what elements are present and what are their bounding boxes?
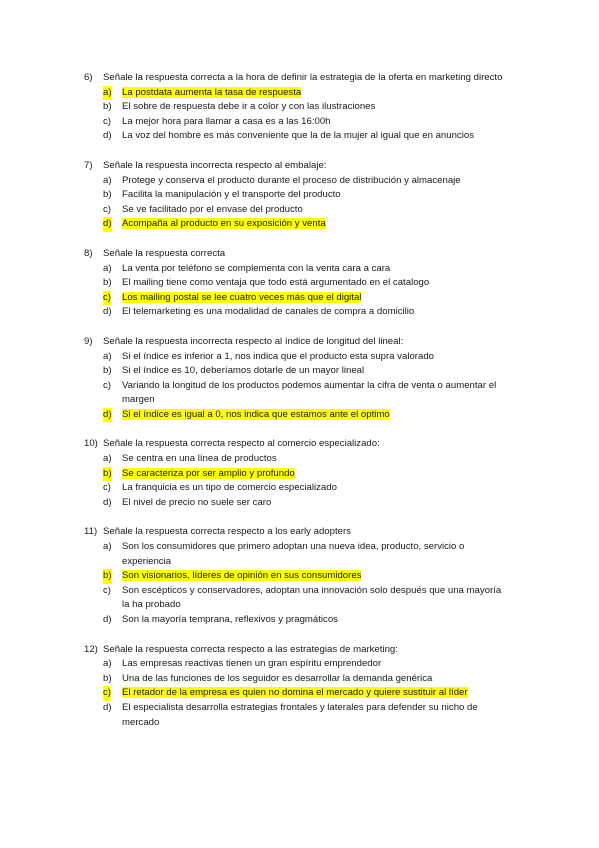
option-letter: c) (103, 482, 111, 494)
answer-option (0, 188, 599, 203)
answer-option (0, 305, 599, 320)
option-letter: b) (103, 672, 112, 684)
option-letter: a) (103, 541, 112, 553)
option-letter: b) (103, 569, 112, 584)
question-heading (0, 643, 599, 658)
answer-option (0, 496, 599, 511)
answer-option-highlighted (0, 686, 599, 701)
answer-option-highlighted (0, 569, 599, 584)
answer-option-highlighted (0, 291, 599, 306)
option-letter: d) (103, 701, 112, 713)
question-heading (0, 247, 599, 262)
answer-option-highlighted (0, 408, 599, 423)
question-block (0, 247, 599, 320)
question-heading (0, 335, 599, 350)
answer-option (0, 613, 599, 628)
answer-option (0, 129, 599, 144)
answer-option (0, 100, 599, 115)
option-text: Protege y conserva el producto durante el proceso de distribución y almacenaje (122, 174, 461, 186)
question-number: 6) (84, 72, 93, 83)
option-letter: c) (103, 379, 111, 391)
option-text: Se caracteriza por ser amplio y profundo (122, 467, 295, 479)
question-block (0, 437, 599, 510)
option-letter: a) (103, 262, 112, 274)
question-number: 12) (84, 643, 98, 655)
option-text: Son escépticos y conservadores, adoptan una innovación solo después que una mayoría la ha probado (122, 584, 502, 611)
answer-option (0, 262, 599, 277)
answer-option (0, 203, 599, 218)
option-letter: a) (103, 658, 112, 670)
answer-option-highlighted (0, 217, 599, 232)
answer-option-highlighted (0, 467, 599, 482)
option-letter: a) (103, 453, 112, 465)
option-text: Acompaña al producto en su exposición y venta (122, 218, 326, 230)
question-heading (0, 159, 599, 174)
answer-option (0, 584, 599, 613)
answer-option (0, 379, 599, 408)
answer-option-highlighted (0, 86, 599, 101)
answer-option (0, 276, 599, 291)
option-text: La venta por teléfono se complementa con la venta cara a cara (122, 262, 391, 274)
option-text: La voz del hombre es más conveniente que la de la mujer al igual que en anuncios (122, 130, 474, 142)
option-text: El telemarketing es una modalidad de canales de compra a domicilio (122, 306, 415, 318)
question-text: Señale la respuesta incorrecta respecto al índice de longitud del lineal: (103, 335, 404, 347)
question-heading (0, 525, 599, 540)
option-letter: d) (103, 496, 112, 508)
option-text: Los mailing postal se lee cuatro veces más que el digital (122, 291, 362, 303)
option-text: El especialista desarrolla estrategias frontales y laterales para defender su nicho de mercado (122, 701, 478, 728)
question-text: Señale la respuesta correcta respecto al comercio especializado: (103, 438, 380, 450)
question-heading (0, 437, 599, 452)
answer-option (0, 174, 599, 189)
option-letter: d) (103, 408, 112, 423)
option-letter: b) (103, 365, 112, 377)
option-letter: d) (103, 306, 112, 318)
option-text: Si el índice es igual a 0, nos indica que estamos ante el optimo (122, 408, 390, 420)
option-letter: c) (103, 291, 111, 306)
question-block (0, 643, 599, 731)
option-letter: d) (103, 217, 112, 232)
question-number: 10) (84, 438, 98, 450)
option-text: El retador de la empresa es quien no domina el mercado y quiere sustituir al líder (122, 687, 468, 699)
option-text: Las empresas reactivas tienen un gran espíritu emprendedor (122, 658, 382, 670)
option-letter: c) (103, 584, 111, 596)
answer-option (0, 701, 599, 730)
option-letter: d) (103, 130, 112, 142)
option-text: Si el índice es 10, deberíamos dotarle de un mayor lineal (122, 365, 365, 377)
option-text: Son visionarios, líderes de opinión en sus consumidores (122, 570, 362, 582)
question-text: Señale la respuesta correcta respecto a los early adopters (103, 526, 351, 538)
option-letter: b) (103, 277, 112, 289)
option-text: El nivel de precio no suele ser caro (122, 496, 272, 508)
option-text: Facilita la manipulación y el transporte del producto (122, 189, 341, 201)
option-letter: b) (103, 101, 112, 113)
question-text: Señale la respuesta incorrecta respecto al embalaje: (103, 159, 327, 171)
option-text: Si el índice es inferior a 1, nos indica que el producto esta supra valorado (122, 350, 434, 362)
question-block (0, 71, 599, 144)
answer-option (0, 364, 599, 379)
question-text: Señale la respuesta correcta respecto a las estrategias de marketing: (103, 643, 398, 655)
option-letter: b) (103, 189, 112, 201)
question-number: 7) (84, 159, 93, 171)
option-text: El mailing tiene como ventaja que todo está argumentado en el catalogo (122, 277, 430, 289)
option-letter: c) (103, 686, 111, 701)
answer-option (0, 540, 599, 569)
option-text: Se centra en una línea de productos (122, 453, 277, 465)
option-text: La postdata aumenta la tasa de respuesta (122, 86, 302, 98)
question-text: Señale la respuesta correcta (103, 247, 226, 259)
option-text: Se ve facilitado por el envase del producto (122, 203, 303, 215)
option-letter: c) (103, 115, 111, 127)
option-letter: b) (103, 467, 112, 482)
document-body (0, 71, 599, 745)
option-text: Variando la longitud de los productos podemos aumentar la cifra de venta o aumentar el margen (122, 379, 497, 406)
option-letter: a) (103, 86, 112, 101)
option-letter: a) (103, 350, 112, 362)
question-number: 8) (84, 247, 93, 259)
question-text: Señale la respuesta correcta a la hora de definir la estrategia de la oferta en marketing directo (103, 72, 503, 83)
answer-option (0, 672, 599, 687)
answer-option (0, 657, 599, 672)
option-letter: a) (103, 174, 112, 186)
answer-option (0, 350, 599, 365)
answer-option (0, 452, 599, 467)
option-text: La franquicia es un tipo de comercio especializado (122, 482, 337, 494)
option-text: El sobre de respuesta debe ir a color y con las ilustraciones (122, 101, 376, 113)
answer-option (0, 115, 599, 130)
question-number: 11) (84, 526, 98, 538)
option-text: Son los consumidores que primero adoptan una nueva idea, producto, servicio o experiencia (122, 541, 465, 567)
question-heading (0, 71, 599, 86)
question-block (0, 525, 599, 627)
option-letter: d) (103, 614, 112, 625)
option-text: La mejor hora para llamar a casa es a las 16:00h (122, 115, 331, 127)
question-number: 9) (84, 335, 93, 347)
question-block (0, 335, 599, 423)
option-letter: c) (103, 203, 111, 215)
option-text: Una de las funciones de los seguidor es desarrollar la demanda genérica (122, 672, 433, 684)
option-text: Son la mayoría temprana, reflexivos y pragmáticos (122, 614, 338, 625)
question-block (0, 159, 599, 232)
answer-option (0, 481, 599, 496)
